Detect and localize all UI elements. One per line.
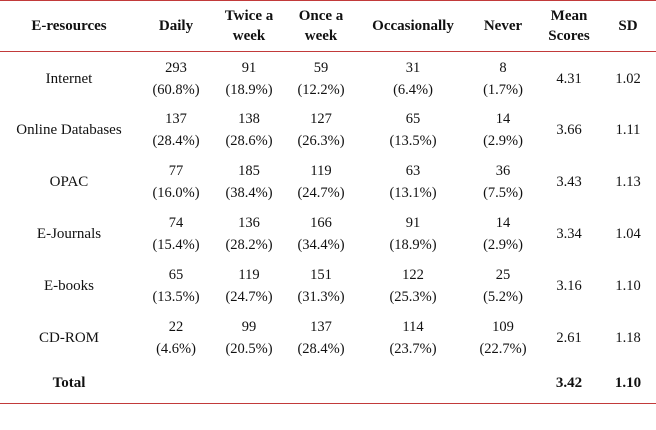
cell-daily	[138, 104, 214, 156]
table-row	[0, 104, 656, 156]
cell-percent: (4.6%)	[156, 340, 196, 357]
cell-count: 122	[402, 266, 424, 283]
header-e-resources: E-resources	[31, 18, 107, 34]
resource-name: OPAC	[49, 173, 89, 190]
cell-percent: (5.2%)	[483, 288, 523, 305]
cell-count: 77	[168, 162, 184, 179]
cell-twice	[214, 52, 284, 104]
cell-count: 65	[168, 266, 184, 283]
cell-count: 91	[241, 59, 257, 76]
standard-deviation: 1.11	[615, 121, 641, 138]
total-sd: 1.10	[614, 375, 642, 392]
cell-percent: (20.5%)	[225, 340, 273, 357]
cell-once	[284, 260, 358, 312]
cell-percent: (2.9%)	[483, 236, 523, 253]
cell-occasionally	[358, 52, 468, 104]
cell-daily	[138, 260, 214, 312]
mean-score: 3.16	[556, 277, 582, 294]
cell-count: 74	[168, 214, 184, 231]
header-daily: Daily	[158, 18, 194, 34]
cell-occasionally	[358, 312, 468, 364]
header-never: Never	[483, 18, 523, 34]
cell-never	[468, 208, 538, 260]
cell-percent: (38.4%)	[225, 184, 273, 201]
cell-count: 137	[165, 110, 187, 127]
header-twice-a-week: Twice a week	[224, 8, 274, 44]
resource-name: E-Journals	[36, 225, 102, 242]
cell-percent: (31.3%)	[297, 288, 345, 305]
cell-once	[284, 156, 358, 208]
cell-twice	[214, 156, 284, 208]
resource-name: E-books	[44, 277, 94, 294]
cell-percent: (60.8%)	[152, 81, 200, 98]
total-mean-score: 3.42	[555, 375, 583, 392]
cell-percent: (12.2%)	[297, 81, 345, 98]
standard-deviation: 1.04	[615, 225, 641, 242]
cell-percent: (6.4%)	[393, 81, 433, 98]
cell-count: 137	[310, 318, 332, 335]
cell-percent: (22.7%)	[479, 340, 527, 357]
cell-percent: (25.3%)	[389, 288, 437, 305]
cell-count: 119	[238, 266, 260, 283]
table-row	[0, 260, 656, 312]
mean-score: 3.66	[556, 121, 582, 138]
cell-count: 8	[499, 59, 507, 76]
cell-daily	[138, 156, 214, 208]
cell-count: 114	[402, 318, 424, 335]
cell-count: 293	[165, 59, 187, 76]
cell-once	[284, 312, 358, 364]
cell-once	[284, 52, 358, 104]
cell-count: 59	[313, 59, 329, 76]
cell-percent: (2.9%)	[483, 132, 523, 149]
total-row	[0, 364, 656, 404]
cell-twice	[214, 260, 284, 312]
mean-score: 3.34	[556, 225, 582, 242]
table-row	[0, 208, 656, 260]
cell-percent: (28.2%)	[225, 236, 273, 253]
standard-deviation: 1.10	[615, 277, 641, 294]
resource-name: Online Databases	[16, 121, 122, 138]
cell-never	[468, 260, 538, 312]
cell-percent: (28.6%)	[225, 132, 273, 149]
header-occasionally: Occasionally	[372, 18, 454, 34]
cell-percent: (26.3%)	[297, 132, 345, 149]
cell-count: 91	[405, 214, 421, 231]
cell-daily	[138, 312, 214, 364]
table-header-row	[0, 1, 656, 52]
cell-count: 65	[405, 110, 421, 127]
cell-count: 14	[495, 214, 511, 231]
cell-percent: (13.5%)	[152, 288, 200, 305]
cell-count: 119	[310, 162, 332, 179]
cell-occasionally	[358, 156, 468, 208]
cell-never	[468, 104, 538, 156]
cell-count: 185	[238, 162, 260, 179]
cell-count: 63	[405, 162, 421, 179]
cell-percent: (7.5%)	[483, 184, 523, 201]
cell-count: 22	[168, 318, 184, 335]
cell-percent: (28.4%)	[297, 340, 345, 357]
cell-occasionally	[358, 260, 468, 312]
standard-deviation: 1.13	[615, 173, 641, 190]
resource-name: CD-ROM	[38, 329, 99, 346]
cell-count: 151	[310, 266, 332, 283]
mean-score: 2.61	[556, 329, 582, 346]
cell-percent: (18.9%)	[389, 236, 437, 253]
cell-twice	[214, 104, 284, 156]
cell-percent: (24.7%)	[225, 288, 273, 305]
cell-count: 127	[310, 110, 332, 127]
cell-percent: (28.4%)	[152, 132, 200, 149]
table-row	[0, 52, 656, 104]
mean-score: 4.31	[556, 70, 582, 87]
cell-daily	[138, 208, 214, 260]
cell-occasionally	[358, 208, 468, 260]
header-mean-scores: Mean Scores	[548, 8, 590, 44]
standard-deviation: 1.02	[615, 70, 641, 87]
cell-count: 99	[241, 318, 257, 335]
cell-count: 31	[405, 59, 421, 76]
cell-count: 25	[495, 266, 511, 283]
header-once-a-week: Once a week	[298, 8, 344, 44]
cell-never	[468, 312, 538, 364]
standard-deviation: 1.18	[615, 329, 641, 346]
cell-count: 14	[495, 110, 511, 127]
mean-score: 3.43	[556, 173, 582, 190]
cell-twice	[214, 208, 284, 260]
cell-percent: (16.0%)	[152, 184, 200, 201]
cell-never	[468, 156, 538, 208]
total-label: Total	[52, 375, 86, 392]
cell-percent: (13.1%)	[389, 184, 437, 201]
cell-percent: (34.4%)	[297, 236, 345, 253]
cell-percent: (23.7%)	[389, 340, 437, 357]
cell-percent: (13.5%)	[389, 132, 437, 149]
cell-percent: (15.4%)	[152, 236, 200, 253]
table-row	[0, 312, 656, 364]
cell-count: 36	[495, 162, 511, 179]
table-row	[0, 156, 656, 208]
cell-percent: (1.7%)	[483, 81, 523, 98]
cell-percent: (18.9%)	[225, 81, 273, 98]
cell-percent: (24.7%)	[297, 184, 345, 201]
cell-occasionally	[358, 104, 468, 156]
cell-once	[284, 104, 358, 156]
header-sd: SD	[618, 18, 638, 34]
cell-daily	[138, 52, 214, 104]
cell-once	[284, 208, 358, 260]
resource-name: Internet	[45, 70, 93, 87]
cell-count: 136	[238, 214, 260, 231]
cell-twice	[214, 312, 284, 364]
cell-never	[468, 52, 538, 104]
cell-count: 109	[492, 318, 514, 335]
cell-count: 166	[310, 214, 332, 231]
cell-count: 138	[238, 110, 260, 127]
